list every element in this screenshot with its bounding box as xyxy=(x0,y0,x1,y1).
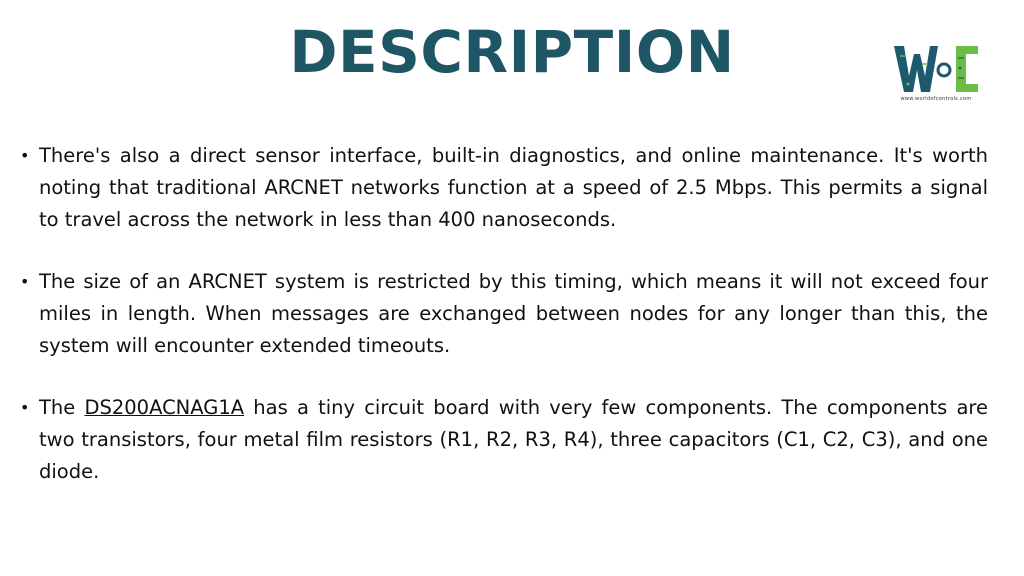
logo-url: www.worldofcontrols.com xyxy=(900,96,972,102)
page-title: DESCRIPTION xyxy=(289,18,735,86)
bullet-item xyxy=(20,140,988,236)
bullet-text: There's also a direct sensor interface, built-in diagnostics, and online maintenance. It's worth noting that traditional ARCNET networks function at a speed of 2.5 Mbps. This permits a signal to travel across the network in less than 400 nanoseconds. xyxy=(39,144,988,231)
bullet-marker: • xyxy=(20,146,30,165)
bullet-marker: • xyxy=(20,398,30,417)
bullet-text-suffix: has a tiny circuit board with very few components. The components are two transistors, four metal film resistors (R1, R2, R3, R4), three capacitors (C1, C2, C3), and one diode. xyxy=(39,396,989,483)
company-logo xyxy=(890,44,982,108)
product-link[interactable]: DS200ACNAG1A xyxy=(84,396,245,419)
bullet-text-prefix: The xyxy=(39,396,85,419)
bullet-item xyxy=(20,266,988,362)
woc-logo-icon xyxy=(892,44,980,94)
bullet-text: The size of an ARCNET system is restricted by this timing, which means it will not exceed four miles in length. When messages are exchanged between nodes for any longer than this, the system will encounter extended timeouts. xyxy=(39,270,988,357)
bullet-marker: • xyxy=(20,272,30,291)
bullet-item xyxy=(20,392,988,488)
bullet-list xyxy=(20,140,988,518)
